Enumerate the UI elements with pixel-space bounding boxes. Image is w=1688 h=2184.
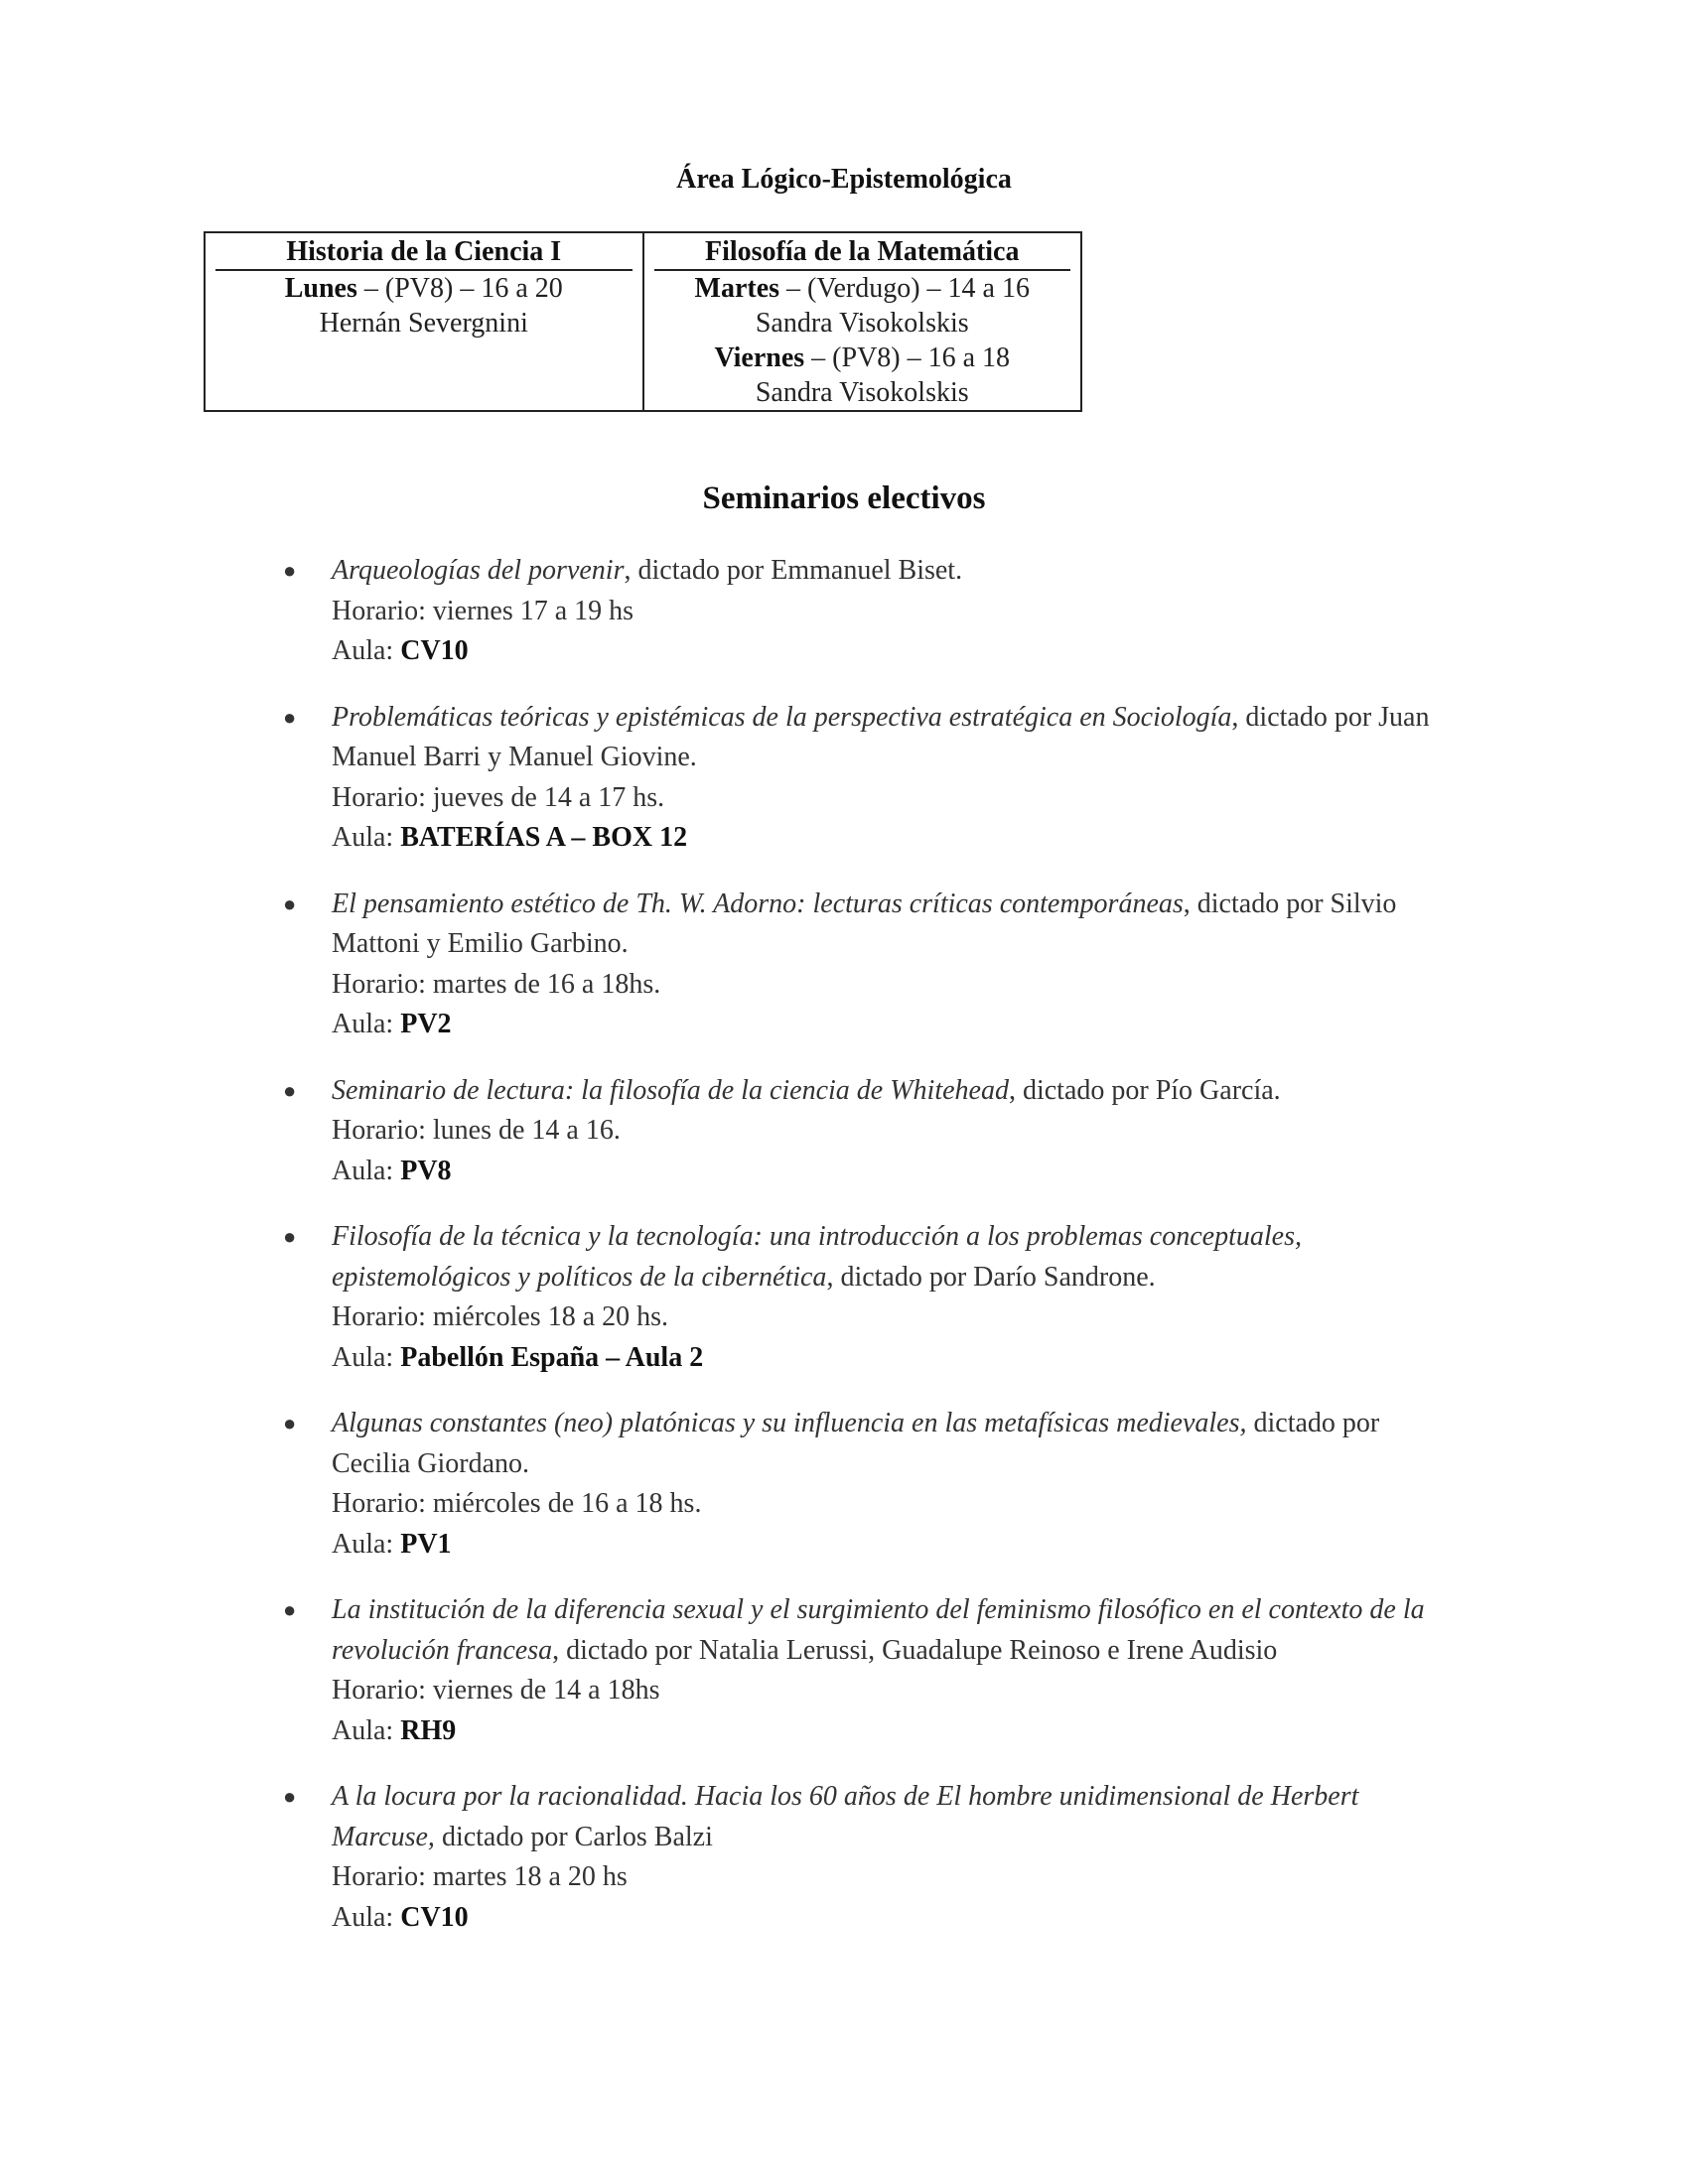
seminar-schedule: Horario: martes 18 a 20 hs: [332, 1861, 628, 1892]
course-cell: [643, 232, 1082, 411]
courses-table: [204, 231, 1082, 412]
seminar-heading: [332, 885, 1460, 965]
seminar-schedule: Horario: miércoles 18 a 20 hs.: [332, 1301, 669, 1332]
seminar-schedule: Horario: lunes de 14 a 16.: [332, 1115, 621, 1146]
list-item: [238, 1777, 1460, 1938]
seminar-heading: [332, 1590, 1460, 1671]
seminar-room: Pabellón España – Aula 2: [400, 1341, 704, 1373]
seminar-room: CV10: [400, 1901, 469, 1933]
seminar-room-line: [332, 1898, 1460, 1939]
seminar-schedule: Horario: viernes de 14 a 18hs: [332, 1675, 660, 1706]
list-item: [238, 885, 1460, 1045]
seminar-title: El pensamiento estético de Th. W. Adorno: lecturas críticas contemporáneas: [332, 887, 1184, 919]
schedule-day: Viernes: [714, 342, 805, 373]
room-label: Aula:: [332, 1009, 401, 1039]
schedule-line: [215, 271, 633, 306]
course-name: Filosofía de la Matemática: [654, 233, 1071, 271]
bullet-icon: ●: [283, 1597, 297, 1622]
room-label: Aula:: [332, 1528, 401, 1560]
teacher-name: Sandra Visokolskis: [755, 308, 969, 339]
bullet-icon: ●: [283, 558, 297, 583]
room-label: Aula:: [332, 1901, 401, 1933]
seminar-instructors: , dictado por Emmanuel Biset.: [624, 555, 963, 586]
seminar-title: La institución de la diferencia sexual y el surgimiento del feminismo filosófico en el contexto de la revolución francesa: [332, 1594, 1425, 1666]
room-label: Aula:: [332, 1714, 401, 1746]
seminar-heading: [332, 1404, 1460, 1484]
list-item: [238, 1590, 1460, 1751]
bullet-icon: ●: [283, 704, 297, 730]
teacher-name: Sandra Visokolskis: [755, 377, 969, 408]
room-label: Aula:: [332, 1341, 401, 1373]
teacher-name: Hernán Severgnini: [319, 308, 528, 339]
seminar-room: CV10: [400, 635, 469, 666]
table-row: [205, 232, 1081, 411]
bullet-icon: ●: [283, 1411, 297, 1435]
seminar-room: RH9: [400, 1714, 457, 1746]
seminar-instructors: , dictado por Silvio Mattoni y Emilio Garbino.: [332, 887, 1397, 959]
room-label: Aula:: [332, 1155, 401, 1186]
schedule-detail: – (PV8) – 16 a 18: [804, 342, 1011, 373]
bullet-icon: ●: [283, 1784, 297, 1809]
seminar-heading: [332, 698, 1460, 778]
seminar-room-line: [332, 1152, 1460, 1192]
page-title: Área Lógico-Epistemológica: [676, 164, 1012, 195]
seminar-schedule: Horario: jueves de 14 a 17 hs.: [332, 781, 665, 813]
room-label: Aula:: [332, 635, 401, 666]
seminar-title: A la locura por la racionalidad. Hacia los 60 años de El hombre unidimensional de Herbert Marcuse,: [332, 1781, 1359, 1852]
schedule-day: Lunes: [284, 273, 357, 304]
seminar-room-line: [332, 1711, 1460, 1752]
seminar-heading: [332, 1777, 1460, 1857]
seminar-room-line: [332, 631, 1460, 672]
seminar-room-line: [332, 1338, 1460, 1379]
seminar-title: Algunas constantes (neo) platónicas y su influencia en las metafísicas medievales,: [332, 1408, 1247, 1438]
seminar-room: BATERÍAS A – BOX 12: [400, 822, 688, 853]
seminar-list: [238, 551, 1460, 1964]
seminar-schedule: Horario: viernes 17 a 19 hs: [332, 595, 634, 626]
list-item: [238, 1217, 1460, 1378]
schedule-line: [654, 341, 1071, 375]
seminar-schedule: Horario: martes de 16 a 18hs.: [332, 968, 661, 1000]
seminar-room-line: [332, 818, 1460, 859]
seminar-room-line: [332, 1525, 1460, 1566]
room-label: Aula:: [332, 822, 401, 853]
seminar-heading: [332, 1217, 1460, 1297]
schedule-detail: – (PV8) – 16 a 20: [356, 273, 563, 304]
seminar-heading: [332, 551, 1460, 592]
seminar-title: Filosofía de la técnica y la tecnología: una introducción a los problemas conceptuales, epistemológicos y políticos de la cibernética: [332, 1221, 1302, 1293]
bullet-icon: ●: [283, 890, 297, 916]
course-cell: [205, 232, 643, 411]
seminar-instructors: , dictado por Natalia Lerussi, Guadalupe Reinoso e Irene Audisio: [552, 1634, 1278, 1666]
section-title: Seminarios electivos: [702, 480, 986, 516]
seminar-instructors: , dictado por Pío García.: [1008, 1074, 1281, 1106]
seminar-title: Problemáticas teóricas y epistémicas de la perspectiva estratégica en Sociología: [332, 701, 1232, 733]
seminar-room: PV2: [400, 1009, 452, 1039]
seminar-room: PV8: [400, 1155, 452, 1186]
seminar-instructors: , dictado por Darío Sandrone.: [826, 1261, 1156, 1293]
list-item: [238, 1071, 1460, 1192]
schedule-detail: – (Verdugo) – 14 a 16: [779, 273, 1030, 304]
seminar-title: Seminario de lectura: la filosofía de la ciencia de Whitehead: [332, 1074, 1009, 1106]
seminar-instructors: dictado por Carlos Balzi: [434, 1821, 713, 1852]
seminar-schedule: Horario: miércoles de 16 a 18 hs.: [332, 1488, 702, 1519]
seminar-heading: [332, 1071, 1460, 1112]
list-item: [238, 551, 1460, 672]
bullet-icon: ●: [283, 1224, 297, 1249]
schedule-day: Martes: [694, 273, 780, 304]
course-name: Historia de la Ciencia I: [215, 233, 633, 271]
bullet-icon: ●: [283, 1077, 297, 1103]
list-item: [238, 698, 1460, 859]
seminar-instructors: , dictado por Juan Manuel Barri y Manuel Giovine.: [332, 701, 1430, 772]
seminar-instructors: dictado por Cecilia Giordano.: [332, 1408, 1380, 1479]
seminar-room: PV1: [400, 1528, 452, 1560]
list-item: [238, 1404, 1460, 1565]
seminar-title: Arqueologías del porvenir: [332, 555, 625, 586]
seminar-room-line: [332, 1005, 1460, 1045]
schedule-line: [654, 271, 1071, 306]
